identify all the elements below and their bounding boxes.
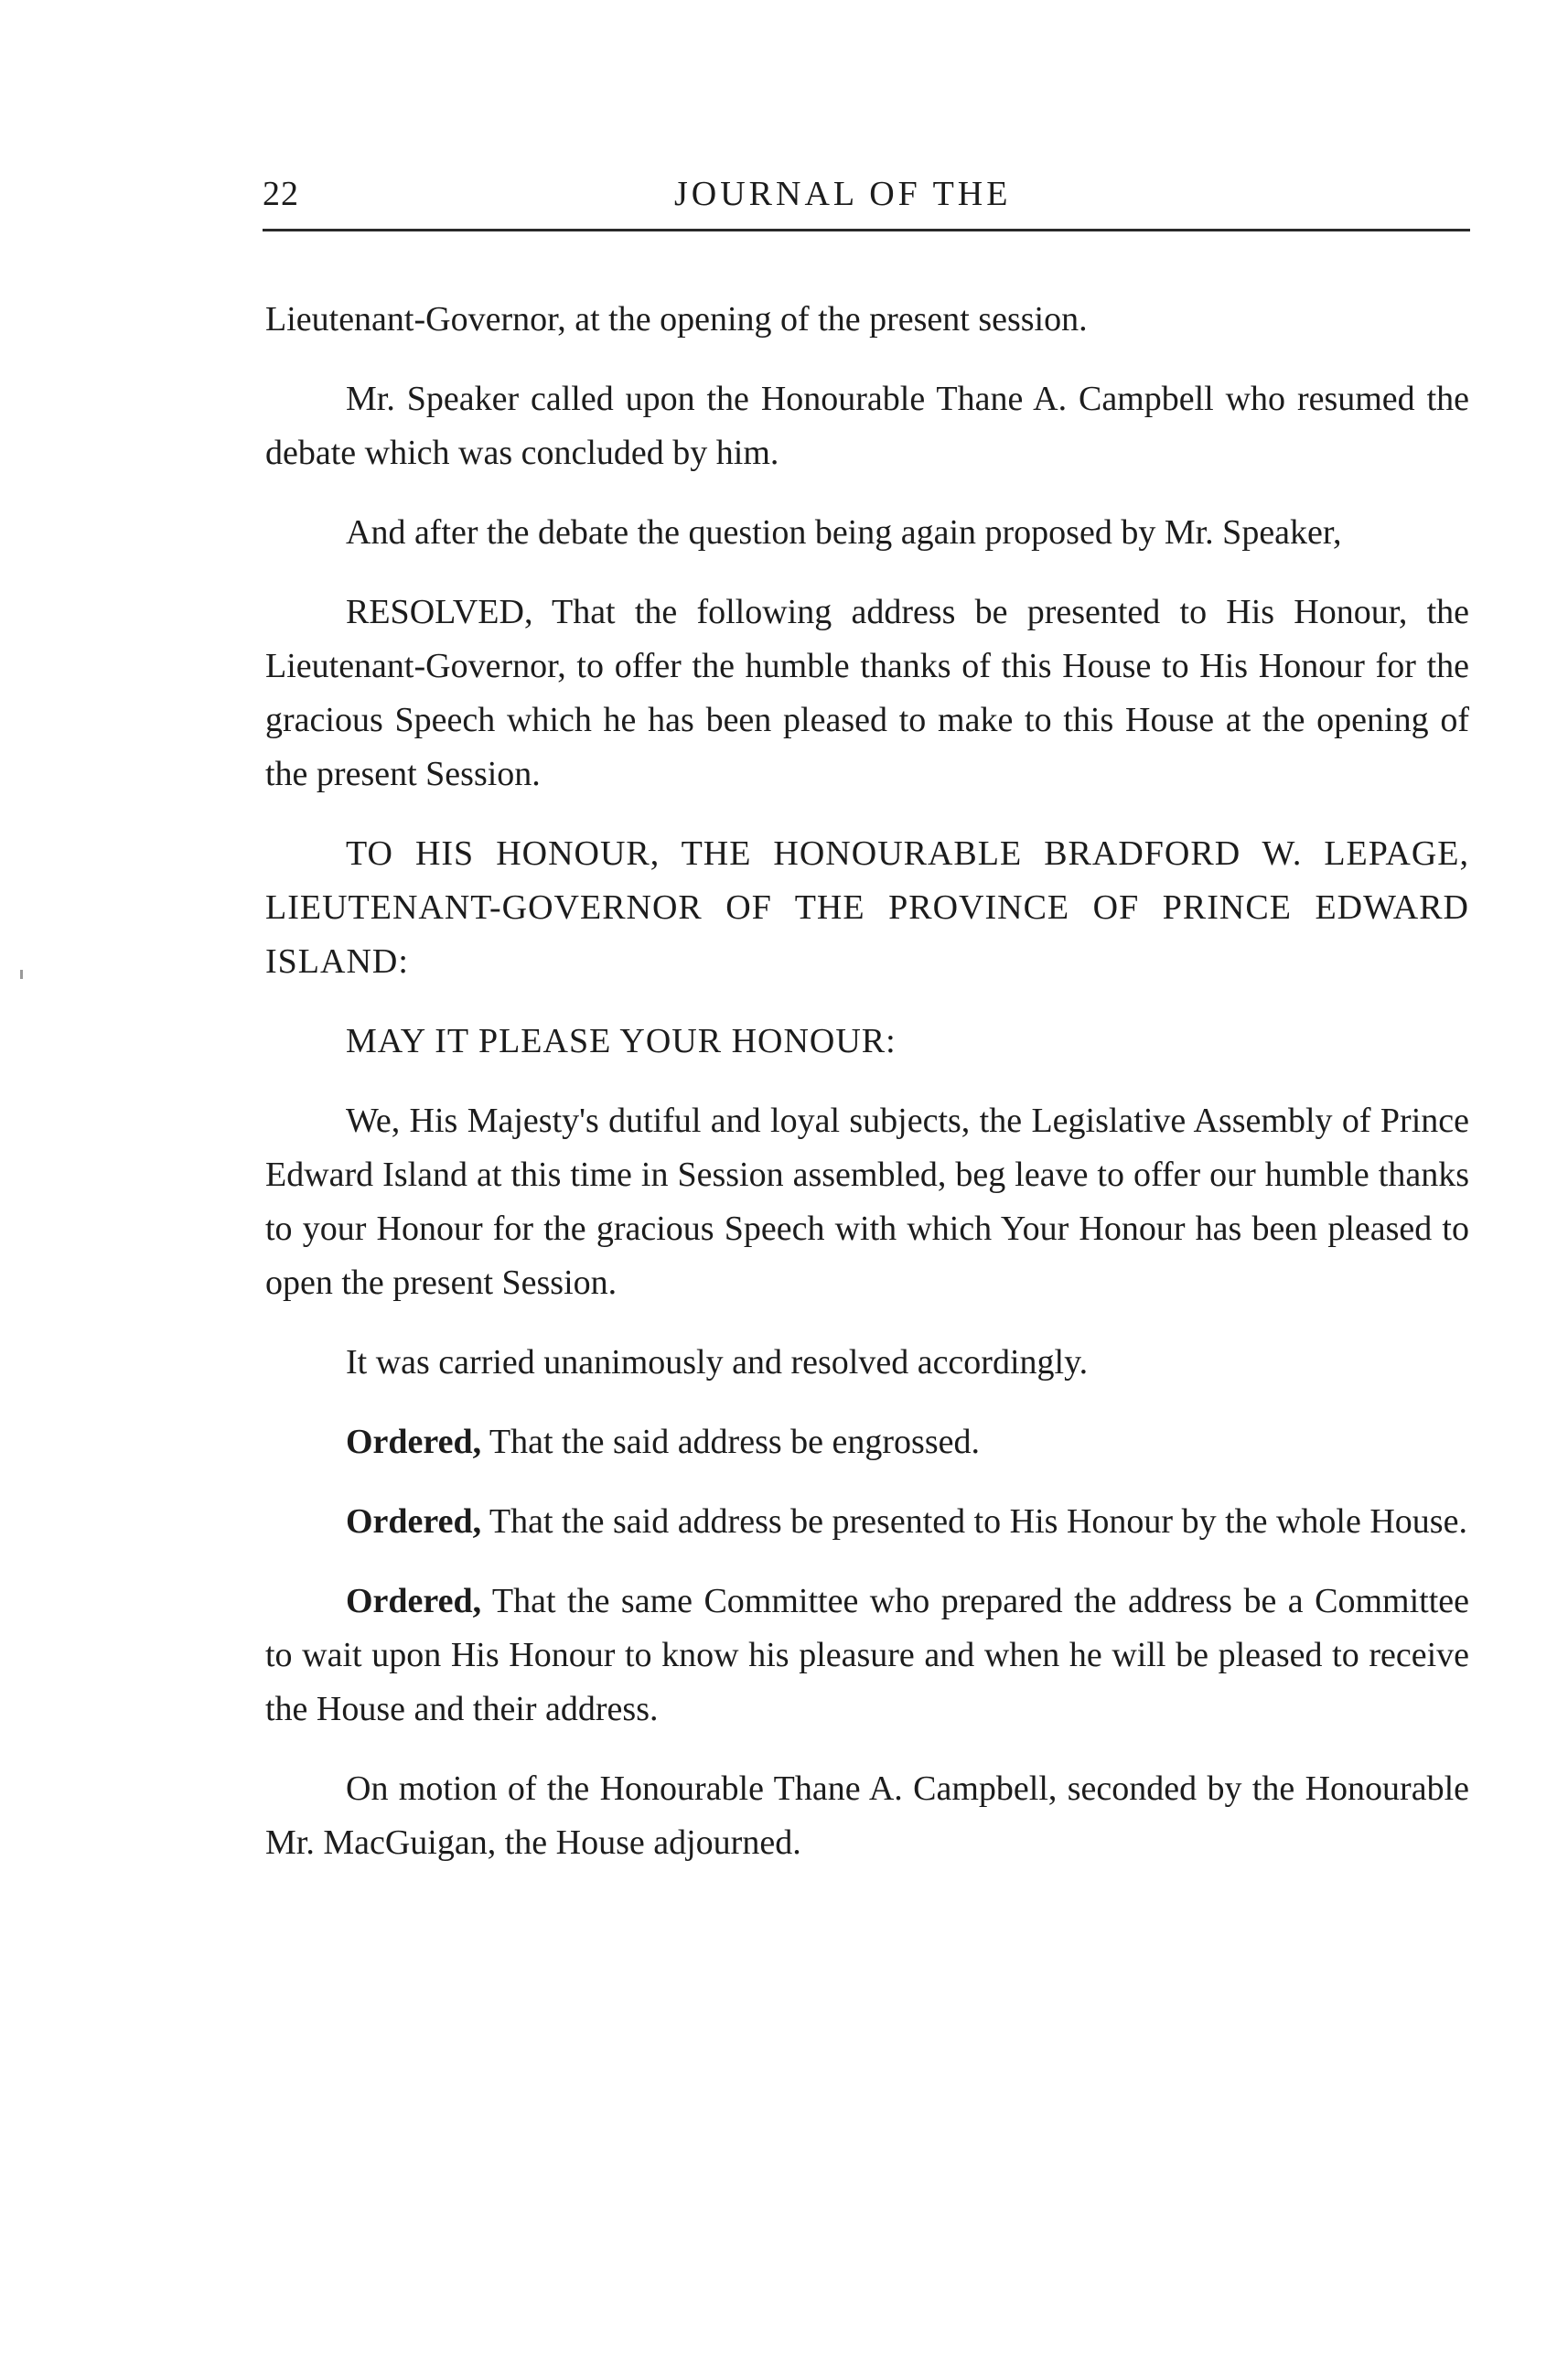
- address-opening: MAY IT PLEASE YOUR HONOUR:: [346, 1022, 897, 1060]
- paragraph-carried: It was carried unanimously and resolved accordingly.: [346, 1343, 1089, 1382]
- address-body: We, His Majesty's dutiful and loyal subjects, the Legislative Assembly of Prince Edward Island at this time in Session assembled, beg leave to offer our humble thanks to your Honour for the gracious Speech with which Your Honour has been pleased to open the present Session.: [265, 1102, 1469, 1302]
- order-text: That the said address be presented to His Honour by the whole House.: [481, 1502, 1467, 1541]
- paragraph-question-proposed: And after the debate the question being again proposed by Mr. Speaker,: [346, 513, 1342, 552]
- order-text: That the same Committee who prepared the address be a Committee to wait upon His Honour to know his pleasure and when he will be pleased to receive the House and their address.: [265, 1582, 1469, 1728]
- ordered-label: Ordered,: [346, 1502, 482, 1541]
- journal-body: [265, 293, 1469, 1896]
- margin-mark: [20, 970, 23, 979]
- paragraph-resolved: RESOLVED, That the following address be presented to His Honour, the Lieutenant-Governor, to offer the humble thanks of this House to His Honour for the gracious Speech which he has been pleased to make to this House at the opening of the present Session.: [265, 593, 1469, 793]
- running-head: [263, 174, 1470, 231]
- address-salutation: TO HIS HONOUR, THE HONOURABLE BRADFORD W. LEPAGE, LIEUTENANT-GOVERNOR OF THE PROVINCE OF PRINCE EDWARD ISLAND:: [265, 834, 1469, 981]
- order-presented: [265, 1495, 1469, 1549]
- order-text: That the said address be engrossed.: [481, 1423, 980, 1461]
- ordered-label: Ordered,: [346, 1423, 482, 1461]
- page-number: 22: [263, 175, 299, 213]
- ordered-label: Ordered,: [346, 1582, 482, 1620]
- journal-title: JOURNAL OF THE: [674, 175, 1012, 213]
- paragraph-adjourned: On motion of the Honourable Thane A. Campbell, seconded by the Honourable Mr. MacGuigan, the House adjourned.: [265, 1769, 1469, 1862]
- paragraph-continuation: Lieutenant-Governor, at the opening of the present session.: [265, 300, 1088, 339]
- paragraph-speaker-call: Mr. Speaker called upon the Honourable Thane A. Campbell who resumed the debate which was concluded by him.: [265, 380, 1469, 472]
- order-engrossed: [265, 1415, 1469, 1469]
- order-committee: [265, 1575, 1469, 1737]
